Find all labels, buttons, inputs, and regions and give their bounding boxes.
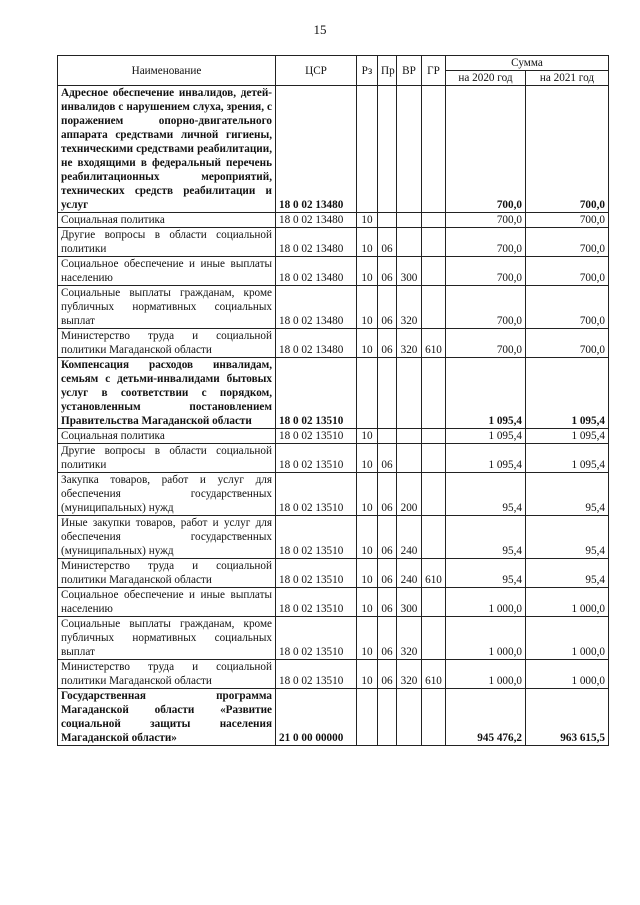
row-gr <box>422 286 446 329</box>
header-csr: ЦСР <box>276 56 357 86</box>
row-sum-2021: 1 000,0 <box>526 660 609 689</box>
row-rz: 10 <box>357 228 378 257</box>
row-vr <box>397 86 422 213</box>
row-sum-2021: 1 000,0 <box>526 588 609 617</box>
row-vr <box>397 213 422 228</box>
row-sum-2020: 95,4 <box>446 559 526 588</box>
row-vr: 240 <box>397 516 422 559</box>
budget-table <box>57 55 609 746</box>
row-pr: 06 <box>378 588 397 617</box>
row-sum-2020: 95,4 <box>446 516 526 559</box>
row-vr: 320 <box>397 329 422 358</box>
row-name: Компенсация расходов инвалидам, семьям с детьми-инвалидами бытовых услуг в соответствии с порядком, установленным постановлением Правительства Магаданской области <box>58 358 276 429</box>
row-rz: 10 <box>357 588 378 617</box>
row-rz: 10 <box>357 444 378 473</box>
table-row <box>58 429 609 444</box>
row-sum-2021: 700,0 <box>526 213 609 228</box>
row-sum-2021: 1 095,4 <box>526 358 609 429</box>
row-vr: 200 <box>397 473 422 516</box>
row-sum-2021: 700,0 <box>526 228 609 257</box>
row-csr: 18 0 02 13480 <box>276 228 357 257</box>
table-row <box>58 588 609 617</box>
row-name: Другие вопросы в области социальной политики <box>58 228 276 257</box>
row-vr <box>397 228 422 257</box>
row-sum-2021: 963 615,5 <box>526 689 609 746</box>
row-gr <box>422 358 446 429</box>
row-vr: 300 <box>397 588 422 617</box>
row-sum-2020: 1 000,0 <box>446 660 526 689</box>
row-gr <box>422 516 446 559</box>
row-name: Министерство труда и социальной политики Магаданской области <box>58 559 276 588</box>
row-rz: 10 <box>357 329 378 358</box>
row-rz <box>357 689 378 746</box>
row-csr: 18 0 02 13510 <box>276 588 357 617</box>
row-sum-2021: 1 095,4 <box>526 429 609 444</box>
row-pr <box>378 86 397 213</box>
row-vr: 300 <box>397 257 422 286</box>
table-row <box>58 86 609 213</box>
page-number: 15 <box>313 22 327 37</box>
row-gr: 610 <box>422 660 446 689</box>
row-name: Другие вопросы в области социальной политики <box>58 444 276 473</box>
row-pr: 06 <box>378 444 397 473</box>
row-name: Государственная программа Магаданской области «Развитие социальной защиты населения Магаданской области» <box>58 689 276 746</box>
row-name: Социальные выплаты гражданам, кроме публичных нормативных социальных выплат <box>58 286 276 329</box>
row-pr: 06 <box>378 228 397 257</box>
row-name: Социальные выплаты гражданам, кроме публичных нормативных социальных выплат <box>58 617 276 660</box>
header-year-2021: на 2021 год <box>526 71 609 86</box>
row-sum-2020: 700,0 <box>446 286 526 329</box>
row-vr: 320 <box>397 660 422 689</box>
row-csr: 18 0 02 13510 <box>276 559 357 588</box>
row-rz: 10 <box>357 617 378 660</box>
row-sum-2021: 700,0 <box>526 329 609 358</box>
row-vr: 320 <box>397 617 422 660</box>
row-sum-2021: 700,0 <box>526 257 609 286</box>
row-vr: 320 <box>397 286 422 329</box>
row-sum-2020: 700,0 <box>446 257 526 286</box>
row-gr <box>422 588 446 617</box>
row-gr <box>422 689 446 746</box>
row-gr <box>422 257 446 286</box>
row-sum-2021: 700,0 <box>526 86 609 213</box>
header-rz: Рз <box>357 56 378 86</box>
row-csr: 18 0 02 13510 <box>276 617 357 660</box>
table-body <box>58 86 609 746</box>
header-name: Наименование <box>58 56 276 86</box>
row-pr <box>378 213 397 228</box>
row-pr: 06 <box>378 286 397 329</box>
row-sum-2021: 1 095,4 <box>526 444 609 473</box>
table-row <box>58 660 609 689</box>
row-rz: 10 <box>357 429 378 444</box>
row-sum-2020: 700,0 <box>446 228 526 257</box>
row-csr: 18 0 02 13480 <box>276 257 357 286</box>
row-name: Адресное обеспечение инвалидов, детей-инвалидов с нарушением слуха, зрения, с поражением опорно-двигательного аппарата средствами личной гигиены, техническими средствами реабилитации, не входящими в федеральный перечень реабилитационных мероприятий, технических средств реабилитации и услуг <box>58 86 276 213</box>
table-row <box>58 617 609 660</box>
row-csr: 21 0 00 00000 <box>276 689 357 746</box>
row-csr: 18 0 02 13510 <box>276 473 357 516</box>
row-rz: 10 <box>357 213 378 228</box>
row-vr <box>397 358 422 429</box>
row-vr <box>397 444 422 473</box>
row-sum-2020: 1 095,4 <box>446 444 526 473</box>
table-row <box>58 473 609 516</box>
table-row <box>58 444 609 473</box>
row-sum-2020: 1 000,0 <box>446 588 526 617</box>
row-name: Министерство труда и социальной политики Магаданской области <box>58 329 276 358</box>
row-pr: 06 <box>378 257 397 286</box>
row-name: Закупка товаров, работ и услуг для обеспечения государственных (муниципальных) нужд <box>58 473 276 516</box>
row-pr: 06 <box>378 559 397 588</box>
table-row <box>58 213 609 228</box>
row-sum-2020: 1 095,4 <box>446 429 526 444</box>
row-csr: 18 0 02 13510 <box>276 516 357 559</box>
header-vr: ВР <box>397 56 422 86</box>
header-sum: Сумма <box>446 56 609 71</box>
row-csr: 18 0 02 13510 <box>276 660 357 689</box>
row-sum-2020: 95,4 <box>446 473 526 516</box>
row-gr <box>422 429 446 444</box>
row-csr: 18 0 02 13480 <box>276 213 357 228</box>
row-csr: 18 0 02 13480 <box>276 286 357 329</box>
row-sum-2021: 95,4 <box>526 559 609 588</box>
row-pr: 06 <box>378 516 397 559</box>
table-row <box>58 689 609 746</box>
row-gr <box>422 86 446 213</box>
row-csr: 18 0 02 13510 <box>276 429 357 444</box>
row-rz: 10 <box>357 286 378 329</box>
table-row <box>58 559 609 588</box>
row-vr <box>397 689 422 746</box>
row-rz: 10 <box>357 257 378 286</box>
row-sum-2021: 700,0 <box>526 286 609 329</box>
row-sum-2020: 1 095,4 <box>446 358 526 429</box>
row-pr: 06 <box>378 617 397 660</box>
row-rz <box>357 86 378 213</box>
table-row <box>58 329 609 358</box>
row-gr <box>422 228 446 257</box>
row-csr: 18 0 02 13480 <box>276 329 357 358</box>
row-rz <box>357 358 378 429</box>
row-name: Министерство труда и социальной политики Магаданской области <box>58 660 276 689</box>
row-gr <box>422 213 446 228</box>
row-sum-2020: 945 476,2 <box>446 689 526 746</box>
row-sum-2021: 95,4 <box>526 473 609 516</box>
row-pr <box>378 358 397 429</box>
row-name: Иные закупки товаров, работ и услуг для обеспечения государственных (муниципальных) нужд <box>58 516 276 559</box>
row-gr <box>422 444 446 473</box>
row-sum-2020: 700,0 <box>446 86 526 213</box>
row-name: Социальная политика <box>58 429 276 444</box>
row-gr: 610 <box>422 559 446 588</box>
table-row <box>58 257 609 286</box>
row-csr: 18 0 02 13510 <box>276 358 357 429</box>
row-rz: 10 <box>357 516 378 559</box>
table-row <box>58 228 609 257</box>
row-pr <box>378 429 397 444</box>
row-sum-2020: 1 000,0 <box>446 617 526 660</box>
row-vr: 240 <box>397 559 422 588</box>
header-gr: ГР <box>422 56 446 86</box>
row-gr: 610 <box>422 329 446 358</box>
row-pr: 06 <box>378 329 397 358</box>
row-vr <box>397 429 422 444</box>
row-csr: 18 0 02 13510 <box>276 444 357 473</box>
row-name: Социальное обеспечение и иные выплаты населению <box>58 257 276 286</box>
row-csr: 18 0 02 13480 <box>276 86 357 213</box>
table-row <box>58 516 609 559</box>
row-rz: 10 <box>357 559 378 588</box>
row-sum-2020: 700,0 <box>446 213 526 228</box>
row-pr: 06 <box>378 660 397 689</box>
header-pr: Пр <box>378 56 397 86</box>
row-sum-2021: 95,4 <box>526 516 609 559</box>
row-sum-2021: 1 000,0 <box>526 617 609 660</box>
row-sum-2020: 700,0 <box>446 329 526 358</box>
table-row <box>58 286 609 329</box>
table-row <box>58 358 609 429</box>
row-rz: 10 <box>357 473 378 516</box>
row-pr: 06 <box>378 473 397 516</box>
row-name: Социальное обеспечение и иные выплаты населению <box>58 588 276 617</box>
row-gr <box>422 617 446 660</box>
row-gr <box>422 473 446 516</box>
row-pr <box>378 689 397 746</box>
header-year-2020: на 2020 год <box>446 71 526 86</box>
row-rz: 10 <box>357 660 378 689</box>
row-name: Социальная политика <box>58 213 276 228</box>
